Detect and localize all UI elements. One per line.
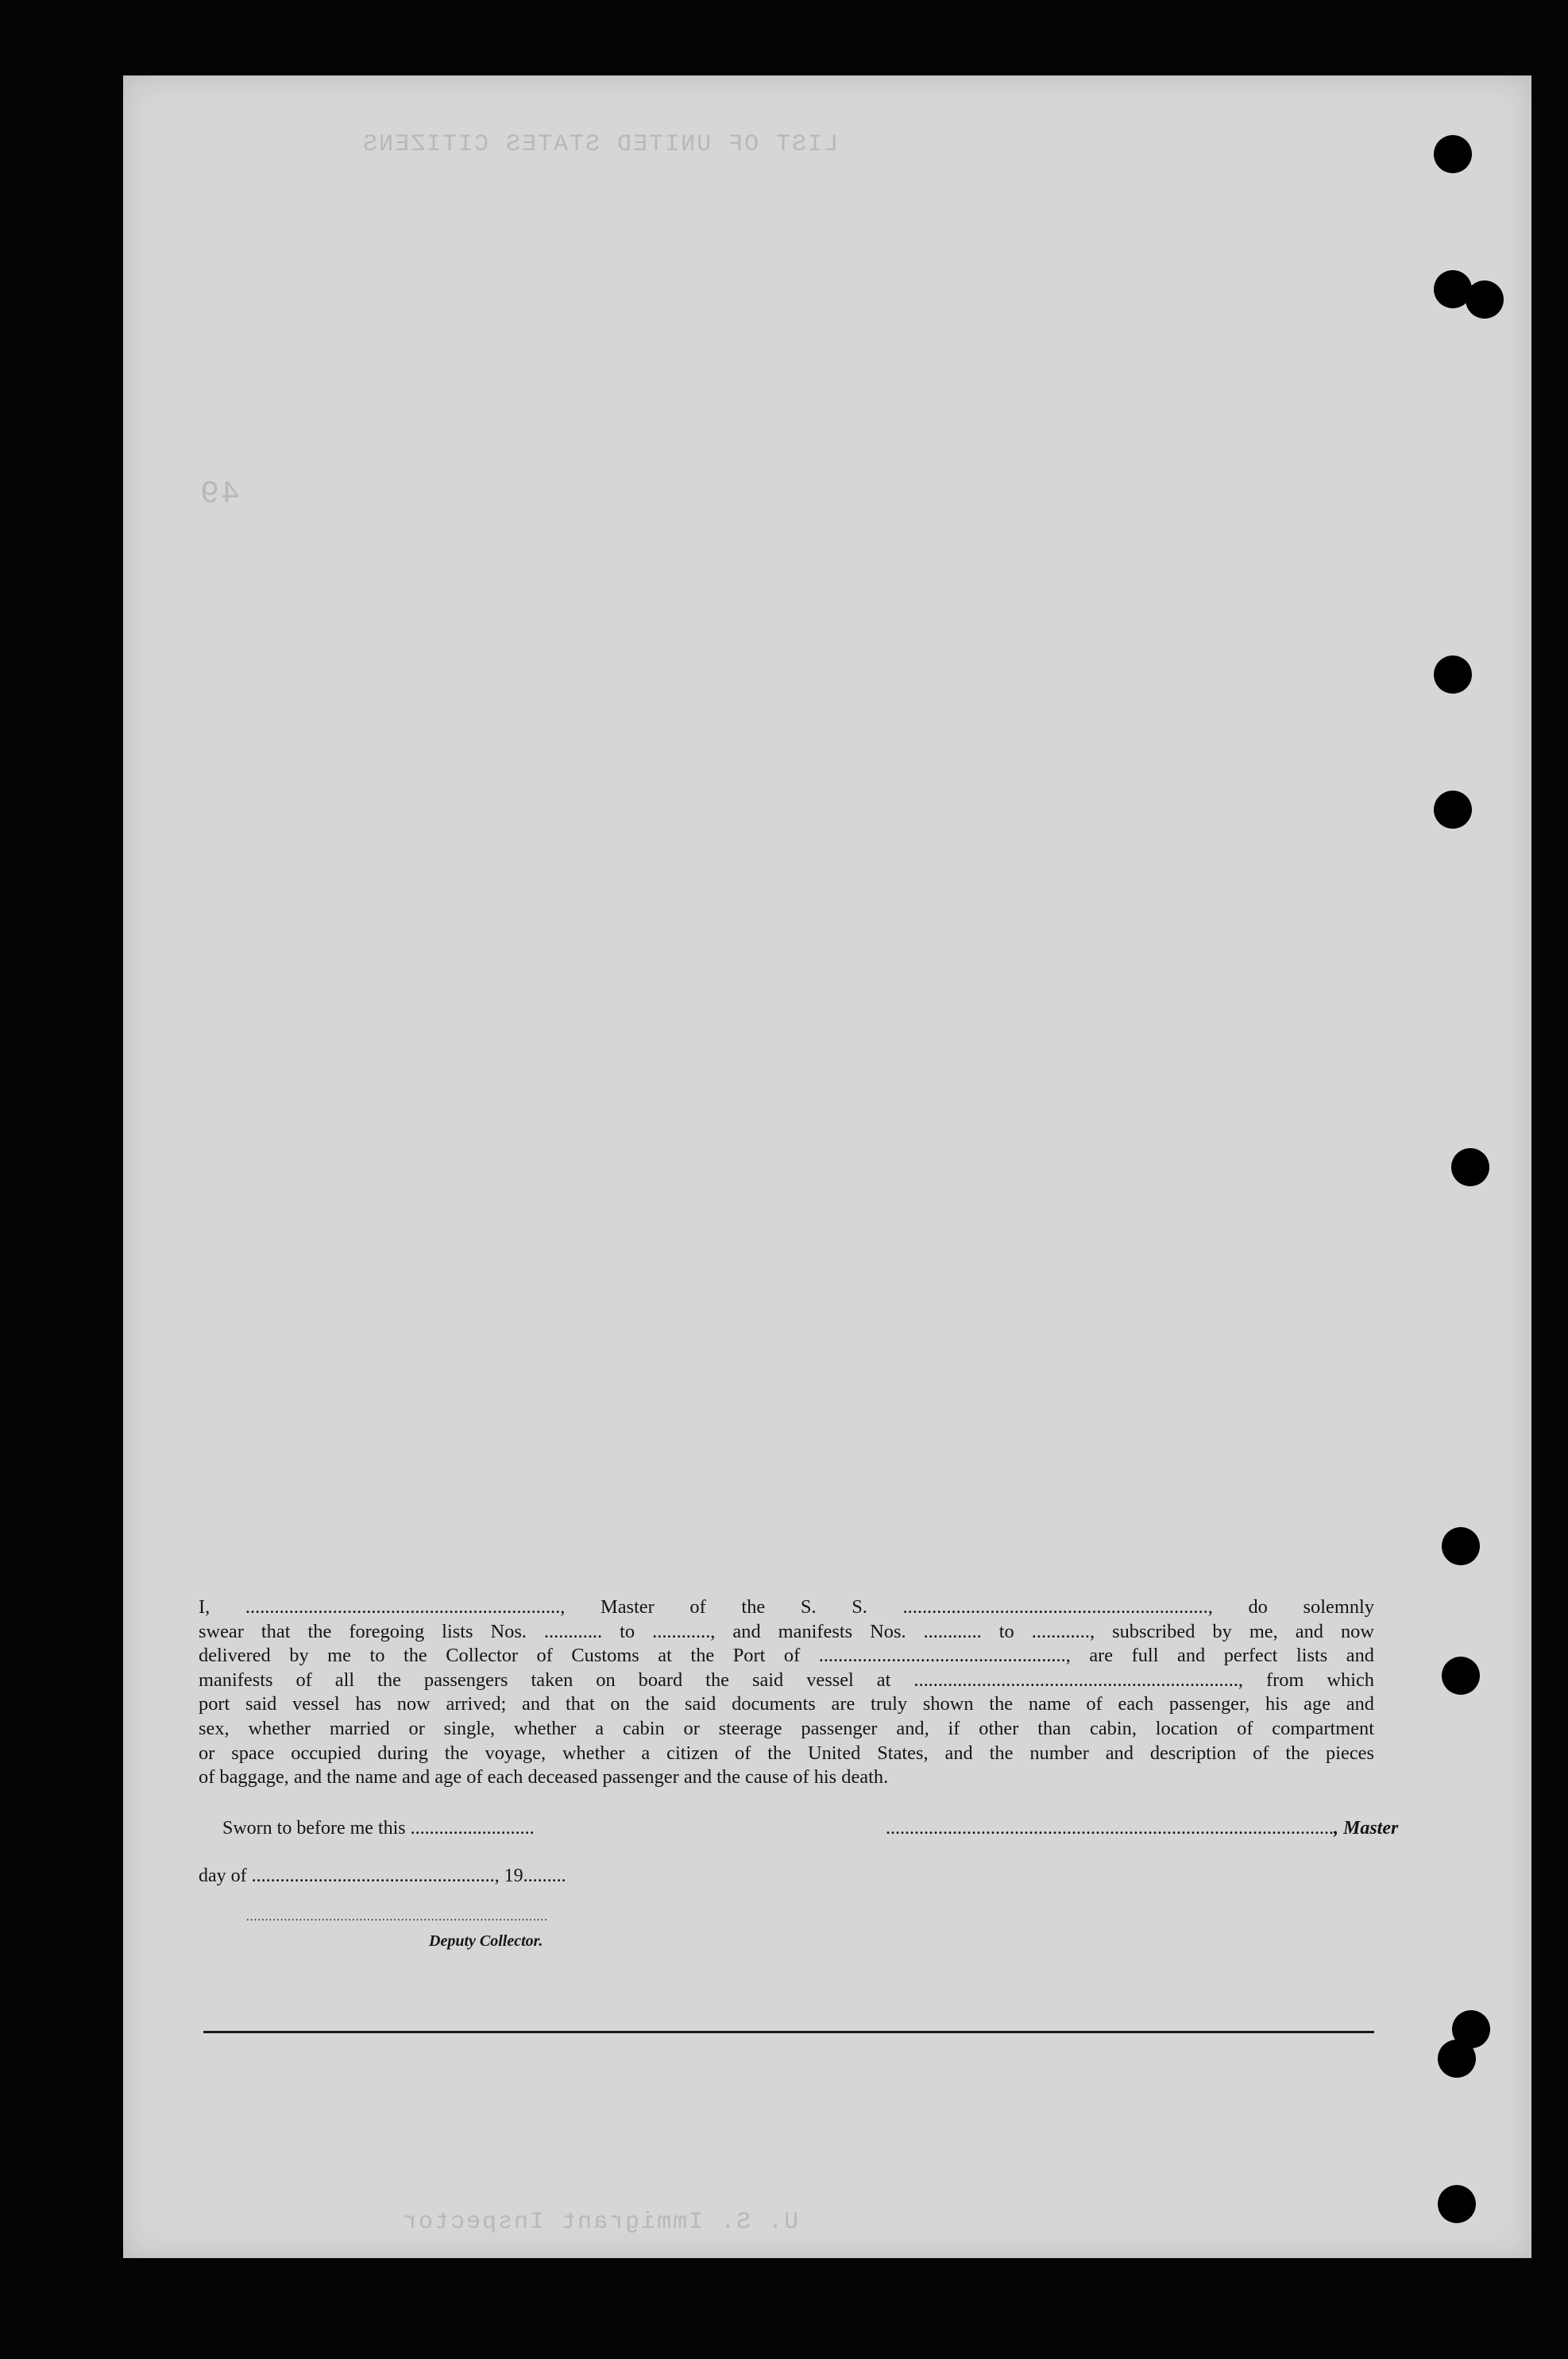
oath-line: I, ................................................................., Master of the S. S. ..............................................................., do solemnly (199, 1596, 1374, 1618)
ghost-margin-number: 49 (199, 477, 241, 512)
oath-line: or space occupied during the voyage, whether a citizen of the United States, and the number and description of the pieces (199, 1742, 1374, 1764)
punch-hole (1434, 135, 1472, 173)
master-signature-line (886, 1818, 1398, 1839)
oath-line: of baggage, and the name and age of each deceased passenger and the cause of his death. (199, 1766, 889, 1789)
master-signature-dots: .............................................................................................. (886, 1818, 1334, 1839)
punch-hole (1442, 1527, 1480, 1565)
master-oath-paragraph (199, 1595, 1374, 1790)
punch-hole (1438, 2185, 1476, 2223)
punch-hole (1434, 655, 1472, 694)
master-label: , Master (1334, 1818, 1399, 1839)
deputy-signature-line: ................................................................................ (246, 1911, 548, 1924)
punch-hole (1438, 2040, 1476, 2078)
oath-line: sex, whether married or single, whether a cabin or steerage passenger and, if other than cabin, location of compartment (199, 1717, 1374, 1739)
bottom-rule (203, 2031, 1374, 2033)
oath-line: delivered by me to the Collector of Customs at the Port of ..................................................., are full and perfect lists and (199, 1645, 1374, 1667)
document-page (123, 75, 1531, 2258)
day-of-text: day of ..................................................., 19......... (199, 1866, 566, 1886)
ghost-footer: U. S. Immigrant Inspector (401, 2209, 799, 2236)
oath-line: manifests of all the passengers taken on board the said vessel at ..................................................................., from which (199, 1669, 1374, 1691)
punch-hole (1442, 1657, 1480, 1695)
punch-hole (1451, 1148, 1489, 1186)
deputy-collector-label: Deputy Collector. (429, 1932, 543, 1950)
sworn-before-text: Sworn to before me this .......................... (222, 1818, 535, 1839)
oath-line: port said vessel has now arrived; and that on the said documents are truly shown the name of each passenger, his age and (199, 1693, 1374, 1715)
punch-hole (1466, 280, 1504, 319)
punch-hole (1434, 791, 1472, 829)
oath-line: swear that the foregoing lists Nos. ............ to ............, and manifests Nos. ............ to ............, subscribed by me, and now (199, 1620, 1374, 1642)
ghost-header: LIST OF UNITED STATES CITIZENS (361, 131, 839, 158)
